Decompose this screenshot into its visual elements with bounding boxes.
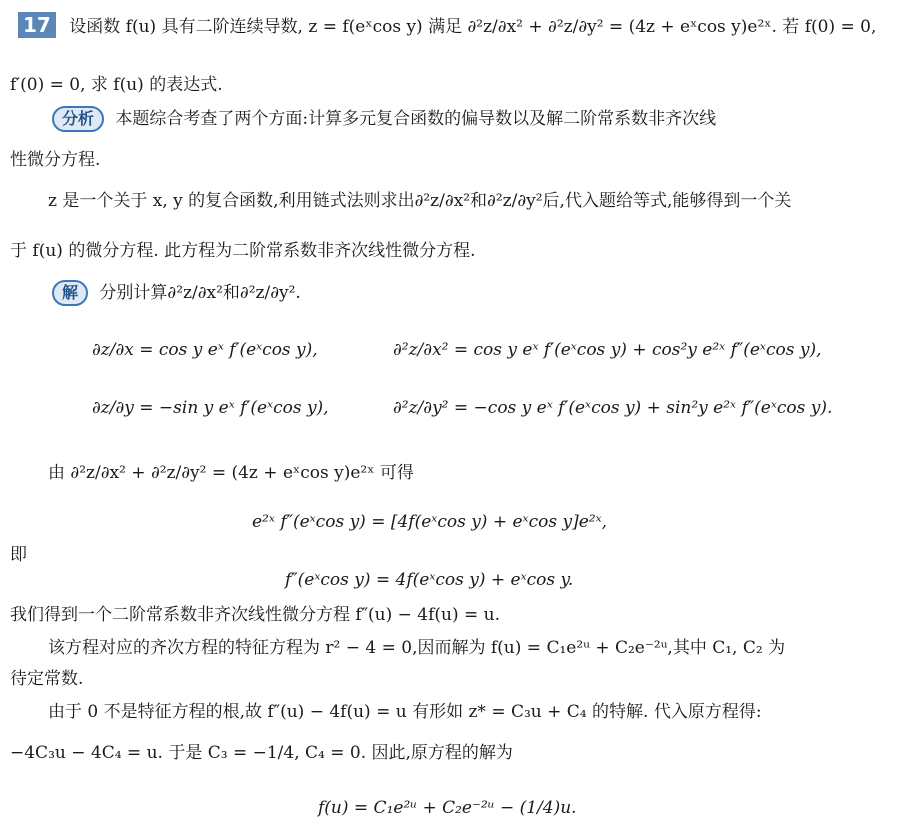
problem-statement-line1: 设函数 f(u) 具有二阶连续导数, z = f(eˣcos y) 满足 ∂²z/∂x² + ∂²z/∂y² = (4z + eˣcos y)e²ˣ. 若 f(0) = 0,: [69, 17, 877, 37]
analysis-p2-line1: z 是一个关于 x, y 的复合函数,利用链式法则求出∂²z/∂x²和∂²z/∂y²后,代入题给等式,能够得到一个关: [48, 191, 792, 211]
solution-intro: 分别计算∂²z/∂x²和∂²z/∂y².: [99, 283, 301, 303]
particular-line2: −4C₃u − 4C₄ = u. 于是 C₃ = −1/4, C₄ = 0. 因此,原方程的解为: [10, 743, 513, 763]
from-line: 由 ∂²z/∂x² + ∂²z/∂y² = (4z + eˣcos y)e²ˣ 可得: [48, 463, 414, 483]
solution-badge: 解: [52, 280, 88, 306]
analysis-p2-line2: 于 f(u) 的微分方程. 此方程为二阶常系数非齐次线性微分方程.: [10, 241, 476, 261]
solution-row: [52, 278, 301, 306]
final-equation: f(u) = C₁e²ᵘ + C₂e⁻²ᵘ − (1/4)u.: [318, 798, 577, 818]
analysis-row: [52, 104, 716, 132]
analysis-p1-line1: 本题综合考查了两个方面:计算多元复合函数的偏导数以及解二阶常系数非齐次线: [115, 109, 717, 129]
char-line2: 待定常数.: [10, 669, 84, 689]
ji-label: 即: [10, 545, 27, 565]
analysis-p1-line2: 性微分方程.: [10, 150, 101, 170]
problem-number: 17: [18, 12, 56, 38]
char-line1: 该方程对应的齐次方程的特征方程为 r² − 4 = 0,因而解为 f(u) = C₁e²ᵘ + C₂e⁻²ᵘ,其中 C₁, C₂ 为: [48, 638, 786, 658]
problem-header: [18, 12, 876, 38]
eq2-left: ∂z/∂y = −sin y eˣ f′(eˣcos y),: [92, 398, 329, 418]
get-line: 我们得到一个二阶常系数非齐次线性微分方程 f″(u) − 4f(u) = u.: [10, 605, 501, 625]
analysis-badge: 分析: [52, 106, 104, 132]
eq4: f″(eˣcos y) = 4f(eˣcos y) + eˣcos y.: [285, 570, 574, 590]
particular-line1: 由于 0 不是特征方程的根,故 f″(u) − 4f(u) = u 有形如 z* = C₃u + C₄ 的特解. 代入原方程得:: [48, 702, 762, 722]
problem-statement-line2: f′(0) = 0, 求 f(u) 的表达式.: [10, 75, 223, 95]
eq1-left: ∂z/∂x = cos y eˣ f′(eˣcos y),: [92, 340, 318, 360]
eq3: e²ˣ f″(eˣcos y) = [4f(eˣcos y) + eˣcos y]e²ˣ,: [252, 512, 608, 532]
eq1-right: ∂²z/∂x² = cos y eˣ f′(eˣcos y) + cos²y e²ˣ f″(eˣcos y),: [393, 340, 822, 360]
eq2-right: ∂²z/∂y² = −cos y eˣ f′(eˣcos y) + sin²y e²ˣ f″(eˣcos y).: [393, 398, 833, 418]
